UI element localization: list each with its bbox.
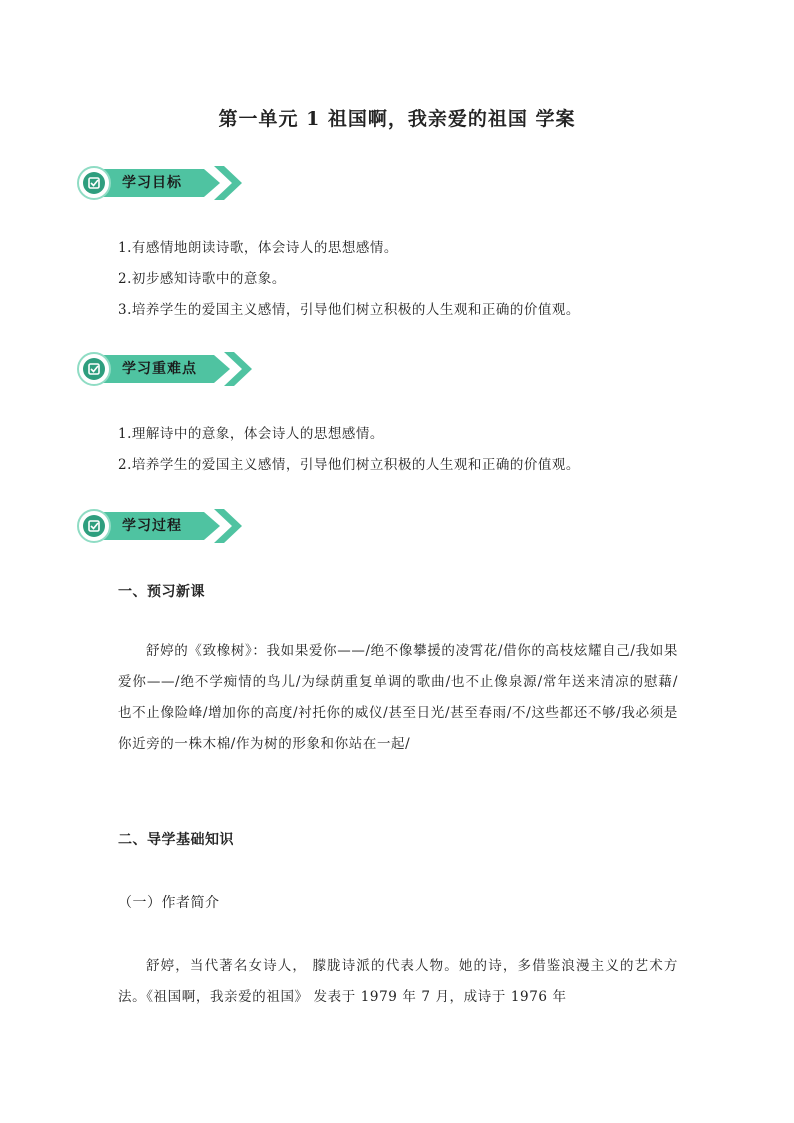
section-badge-process — [74, 509, 254, 543]
badge-label: 学习过程 — [122, 518, 182, 534]
part1-heading: 一、预习新课 — [118, 584, 205, 600]
check-icon — [74, 509, 114, 543]
section-badge-goals — [74, 166, 254, 200]
list-item: 3.培养学生的爱国主义感情，引导他们树立积极的人生观和正确的价值观。 — [118, 302, 580, 318]
list-item: 1.理解诗中的意象，体会诗人的思想感情。 — [118, 426, 384, 442]
part2-heading: 二、导学基础知识 — [118, 832, 234, 848]
list-item: 1.有感情地朗读诗歌，体会诗人的思想感情。 — [118, 240, 398, 256]
check-icon — [74, 166, 114, 200]
page-title: 第一单元 1 祖国啊，我亲爱的祖国 学案 — [218, 108, 576, 130]
sub1-paragraph: 舒婷，当代著名女诗人， 朦胧诗派的代表人物。她的诗，多借鉴浪漫主义的艺术方法。《祖国啊，我亲爱的祖国》 发表于 1979 年 7 月，成诗于 1976 年 — [118, 958, 678, 1005]
section-badge-keypoints — [74, 352, 254, 386]
keypoints-list — [118, 419, 580, 481]
part1-paragraph: 舒婷的《致橡树》：我如果爱你——/绝不像攀援的凌霄花/借你的高枝炫耀自己/我如果爱你——/绝不学痴情的鸟儿/为绿荫重复单调的歌曲/也不止像泉源/常年送来清凉的慰藉/也不止像险峰/增加你的高度/衬托你的威仪/甚至日光/甚至春雨/不/这些都还不够/我必须是你近旁的一株木棉/作为树的形象和你站在一起/ — [118, 643, 678, 752]
badge-label: 学习目标 — [122, 175, 182, 191]
badge-label: 学习重难点 — [122, 361, 197, 377]
list-item: 2.初步感知诗歌中的意象。 — [118, 271, 286, 287]
check-icon — [74, 352, 114, 386]
list-item: 2.培养学生的爱国主义感情，引导他们树立积极的人生观和正确的价值观。 — [118, 457, 580, 473]
sub1-heading: （一）作者简介 — [118, 895, 220, 911]
goals-list — [118, 233, 580, 326]
